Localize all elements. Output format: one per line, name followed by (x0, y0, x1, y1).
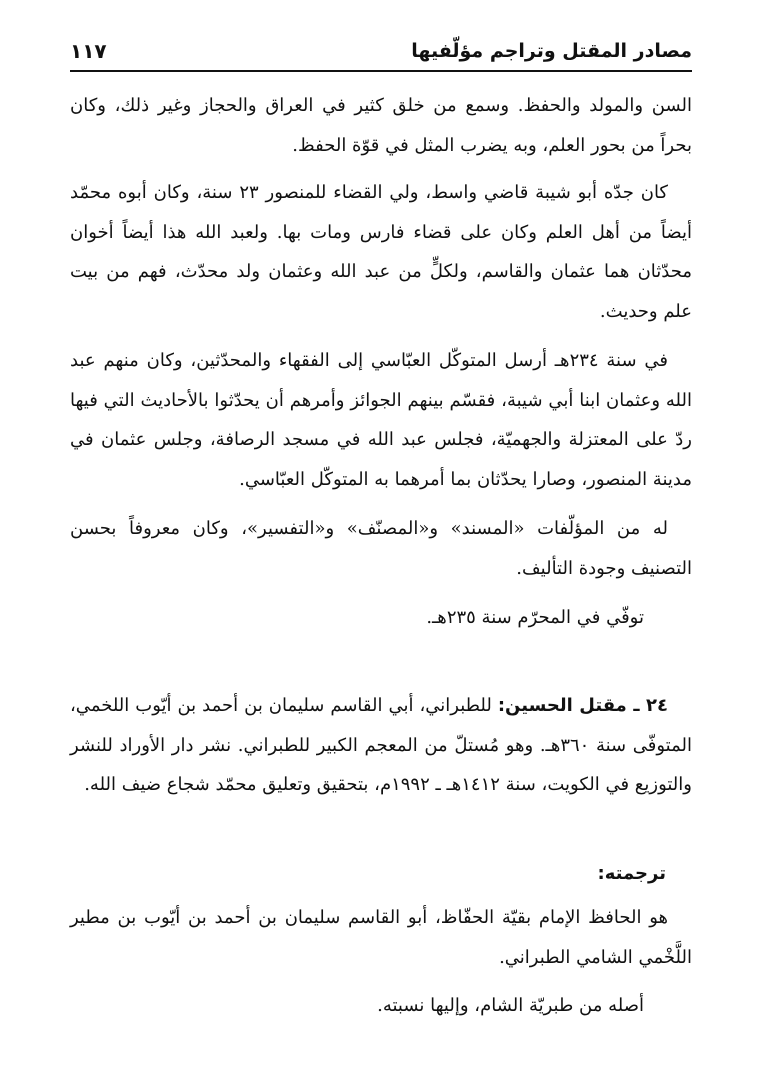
running-title: مصادر المقتل وتراجم مؤلّفيها (411, 40, 692, 62)
page-header (70, 30, 692, 66)
page-number: ١١٧ (70, 39, 107, 63)
entry-24 (70, 686, 692, 805)
entry-24-text: للطبراني، أبي القاسم سليمان بن أحمد بن أيّوب اللخمي، المتوفّى سنة ٣٦٠هـ. وهو مُستلّ من المعجم الكبير للطبراني. نشر دار الأوراد للنشر والتوزيع في الكويت، سنة ١٤١٢هـ ـ ١٩٩٢م، بتحقيق وتعليق محمّد شجاع ضيف الله. (70, 695, 692, 795)
section-heading: ترجمته: (597, 863, 666, 884)
paragraph-5: توفّي في المحرّم سنة ٢٣٥هـ. (426, 607, 644, 628)
paragraph-7: هو الحافظ الإمام بقيّة الحفّاظ، أبو القاسم سليمان بن أحمد بن أيّوب بن مطير اللَّخْمي الشامي الطبراني. (70, 907, 692, 968)
paragraph-1: السن والمولد والحفظ. وسمع من خلق كثير في العراق والحجاز وغير ذلك، وكان بحراً من بحور العلم، وبه يضرب المثل في قوّة الحفظ. (70, 95, 692, 156)
paragraph-3: في سنة ٢٣٤هـ أرسل المتوكّل العبّاسي إلى الفقهاء والمحدّثين، وكان منهم عبد الله وعثمان ابنا أبي شيبة، فقسّم بينهم الجوائز وأمرهم أن يحدّثوا بالأحاديث التي فيها ردّ على المعتزلة والجهميّة، فجلس عبد الله في مسجد الرصافة، وجلس عثمان في مدينة المنصور، وصارا يحدّثان بما أمرهما به المتوكّل العبّاسي. (70, 350, 692, 490)
entry-24-title: ٢٤ ـ مقتل الحسين: (497, 695, 668, 716)
paragraph-4: له من المؤلّفات «المسند» و«المصنّف» و«التفسير»، وكان معروفاً بحسن التصنيف وجودة التأليف. (70, 518, 692, 579)
paragraph-2: كان جدّه أبو شيبة قاضي واسط، ولي القضاء للمنصور ٢٣ سنة، وكان أبوه محمّد أيضاً من أهل العلم وكان على قضاء فارس ومات بها. ولعبد الله هذا أيضاً أخوان محدّثان هما عثمان والقاسم، ولكلٍّ من عبد الله وعثمان ولد محدّث، فهم من بيت علم وحديث. (70, 182, 692, 322)
paragraph-8: أصله من طبريّة الشام، وإليها نسبته. (377, 995, 644, 1016)
header-rule (70, 70, 692, 72)
